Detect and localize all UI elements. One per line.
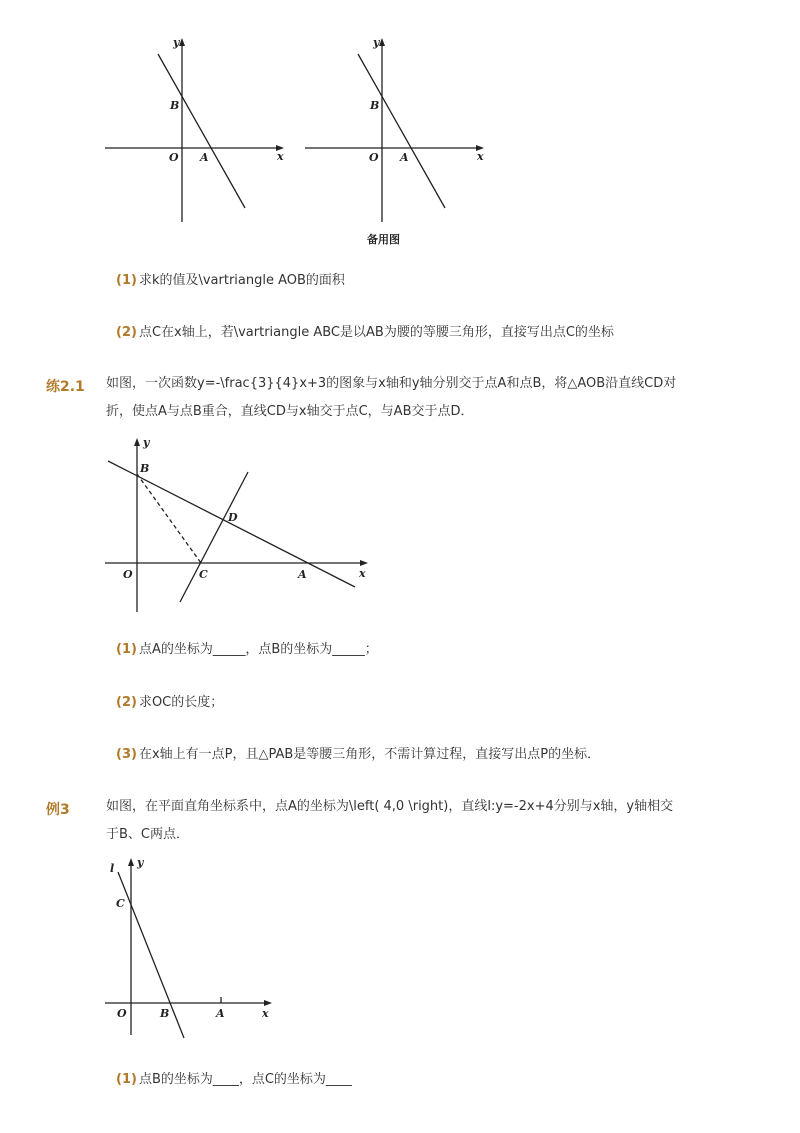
s3-question-1 bbox=[116, 1071, 352, 1089]
fig3-y-label: y bbox=[137, 856, 144, 869]
s1-q1-text: 求k的值及\vartriangle AOB的面积 bbox=[138, 273, 345, 288]
s3-stem bbox=[106, 793, 726, 849]
fig1r-y-label: y bbox=[373, 36, 380, 49]
fig2-d-label: D bbox=[228, 511, 238, 524]
fig3-x-label: x bbox=[262, 1007, 269, 1020]
s1-question-1 bbox=[116, 272, 345, 290]
s2-q3-text: 在x轴上有一点P，且△PAB是等腰三角形，不需计算过程，直接写出点P的坐标． bbox=[138, 747, 601, 762]
s1-q2-text: 点C在x轴上，若\vartriangle ABC是以AB为腰的等腰三角形，直接写出点C的坐标 bbox=[138, 325, 614, 340]
s2-q3-num: (3) bbox=[116, 747, 137, 762]
s3-q1-text: 点B的坐标为____，点C的坐标为____ bbox=[138, 1072, 352, 1087]
s2-question-1 bbox=[116, 641, 378, 659]
s1-q1-num: (1) bbox=[116, 273, 137, 288]
figure3 bbox=[100, 850, 280, 1040]
s1-q2-num: (2) bbox=[116, 325, 137, 340]
s2-question-2 bbox=[116, 694, 223, 712]
fig2-b-label: B bbox=[140, 462, 150, 475]
fig2-o-label: O bbox=[123, 568, 133, 581]
s3-line1: 如图，在平面直角坐标系中，点A的坐标为\left( 4,0 \right)，直线l:y=-2x+4分别与x轴，y轴相交 bbox=[106, 799, 674, 814]
fig1r-a-label: A bbox=[400, 151, 409, 164]
s2-line2: 折，使点A与点B重合，直线CD与x轴交于点C，与AB交于点D． bbox=[106, 404, 474, 419]
s3-q1-num: (1) bbox=[116, 1072, 137, 1087]
s2-stem bbox=[106, 370, 726, 426]
fig2-x-label: x bbox=[359, 567, 366, 580]
fig3-b-label: B bbox=[160, 1007, 170, 1020]
s3-tag: 例3 bbox=[46, 802, 70, 818]
s2-tag: 练2.1 bbox=[46, 379, 85, 395]
figure1-left bbox=[100, 30, 290, 230]
figure1-caption: 备用图 bbox=[367, 233, 400, 246]
s2-q2-num: (2) bbox=[116, 695, 137, 710]
fig2-c-label: C bbox=[199, 568, 208, 581]
fig2-a-label: A bbox=[298, 568, 307, 581]
fig1l-b-label: B bbox=[170, 99, 180, 112]
fig1l-x-label: x bbox=[277, 150, 284, 163]
s2-question-3 bbox=[116, 746, 600, 764]
fig1r-o-label: O bbox=[369, 151, 379, 164]
s2-line1: 如图，一次函数y=-\frac{3}{4}x+3的图象与x轴和y轴分别交于点A和点B，将△AOB沿直线CD对 bbox=[106, 376, 677, 391]
fig1l-o-label: O bbox=[169, 151, 179, 164]
fig1l-a-label: A bbox=[200, 151, 209, 164]
fig2-y-label: y bbox=[143, 436, 150, 449]
s3-line2: 于B、C两点． bbox=[106, 827, 189, 842]
figure1-right bbox=[300, 30, 490, 230]
fig1r-x-label: x bbox=[477, 150, 484, 163]
fig3-a-label: A bbox=[216, 1007, 225, 1020]
s1-question-2 bbox=[116, 324, 614, 342]
fig1r-b-label: B bbox=[370, 99, 380, 112]
fig3-l-label: l bbox=[110, 862, 115, 875]
fig3-o-label: O bbox=[117, 1007, 127, 1020]
fig3-c-label: C bbox=[116, 897, 125, 910]
s2-q2-text: 求OC的长度； bbox=[138, 695, 224, 710]
s2-q1-text: 点A的坐标为_____，点B的坐标为_____； bbox=[138, 642, 378, 657]
s2-q1-num: (1) bbox=[116, 642, 137, 657]
fig1l-y-label: y bbox=[173, 36, 180, 49]
figure2 bbox=[100, 430, 380, 620]
